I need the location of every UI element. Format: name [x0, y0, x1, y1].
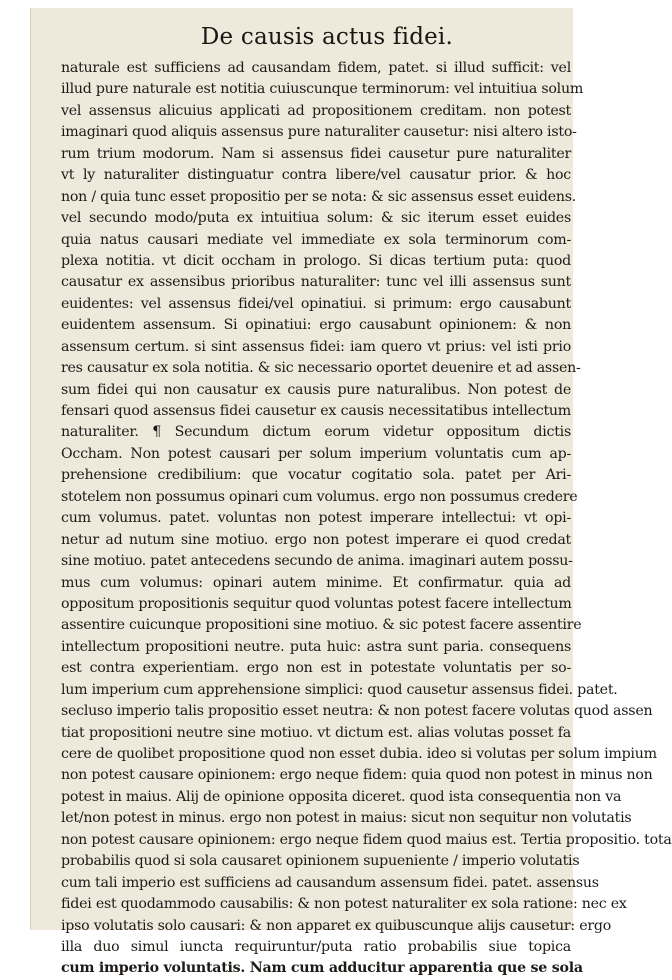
text-line: assentire cuicunque propositioni sine motiuo. & sic potest facere assentire	[61, 617, 582, 634]
text-line: quia natus causari mediate vel immediate ex sola terminorum com-	[61, 231, 571, 248]
text-line: cum imperio voluntatis. Nam cum adducitur apparentia que se sola	[61, 960, 583, 977]
text-line: naturaliter. ¶ Secundum dictum eorum videtur oppositum dictis	[61, 424, 571, 441]
text-line: intellectum propositioni neutre. puta huic: astra sunt paria. consequens	[61, 638, 571, 655]
text-line: mus cum volumus: opinari autem minime. Et confirmatur. quia ad	[61, 574, 571, 591]
text-line: illud pure naturale est notitia cuiuscunque terminorum: vel intuitiua solum	[61, 81, 584, 98]
text-line: ipso volutatis solo causari: & non apparet ex quibuscunque alijs causetur: ergo	[61, 917, 612, 934]
text-line: sine motiuo. patet antecedens secundo de anima. imaginari autem possu-	[61, 553, 573, 570]
text-line: secluso imperio talis propositio esset neutra: & non potest facere volutas quod assen	[61, 703, 653, 720]
text-line: Occham. Non potest causari per solum imperium voluntatis cum ap-	[61, 445, 571, 462]
text-line: stotelem non possumus opinari cum volumus. ergo non possumus credere	[61, 488, 578, 505]
book-page	[30, 8, 672, 977]
text-line: lum imperium cum apprehensione simplici: quod causetur assensus fidei. patet.	[61, 681, 618, 698]
text-line: non potest causare opinionem: ergo neque fidem: quia quod non potest in minus non	[61, 767, 653, 784]
text-line: oppositum propositionis sequitur quod voluntas potest facere intellectum	[61, 595, 572, 612]
running-head: De causis actus fidei.	[200, 24, 453, 50]
text-line: vt ly naturaliter distinguatur contra libere/vel causatur prior. & hoc	[61, 167, 571, 184]
text-line: let/non potest in minus. ergo non potest in maius: sicut non sequitur non volutatis	[61, 810, 632, 827]
text-line: naturale est sufficiens ad causandam fidem, patet. si illud sufficit: vel	[61, 60, 571, 76]
text-line: netur ad nutum sine motiuo. ergo non potest imperare ei quod credat	[61, 531, 571, 548]
text-block	[61, 58, 672, 980]
text-line: euidentes: vel assensus fidei/vel opinatiui. si primum: ergo causabunt	[61, 295, 571, 312]
text-line: cum tali imperio est sufficiens ad causandum assensum fidei. patet. assensus	[61, 874, 599, 891]
text-line: rum trium modorum. Nam si assensus fidei causetur pure naturaliter	[61, 145, 571, 162]
text-line: vel assensus alicuius applicati ad propositionem creditam. non potest	[61, 102, 571, 119]
text-line: imaginari quod aliquis assensus pure naturaliter causetur: nisi altero isto-	[61, 124, 577, 141]
text-line: tiat propositioni neutre sine motiuo. vt dictum est. alias volutas posset fa	[61, 724, 571, 741]
text-line: plexa notitia. vt dicit occham in prologo. Si dicas tertium puta: quod	[61, 252, 571, 269]
text-line: fensari quod assensus fidei causetur ex causis necessitatibus intellectum	[61, 403, 571, 419]
text-line: cere de quolibet propositione quod non esset dubia. ideo si volutas per solum impium	[61, 746, 657, 762]
text-line: sum fidei qui non causatur ex causis pure naturalibus. Non potest de	[61, 381, 571, 398]
text-line: vel secundo modo/puta ex intuitiua solum: & sic iterum esset euides	[61, 210, 571, 227]
text-line: non potest causare opinionem: ergo neque fidem quod maius est. Tertia propositio. tota	[61, 831, 672, 848]
text-line: prehensione credibilium: que vocatur cogitatio sola. patet per Ari-	[61, 467, 571, 484]
text-line: non / quia tunc esset propositio per se nota: & sic assensus esset euidens.	[61, 188, 577, 205]
text-line: illa duo simul iuncta requiruntur/puta ratio probabilis siue topica	[61, 938, 571, 955]
text-line: est contra experientiam. ergo non est in potestate voluntatis per so-	[61, 660, 571, 677]
text-line: res causatur ex sola notitia. & sic necessario oportet deuenire et ad assen-	[61, 360, 581, 377]
text-line: cum volumus. patet. voluntas non potest imperare intellectui: vt opi-	[61, 510, 571, 527]
text-line: probabilis quod si sola causaret opinionem supueniente / imperio volutatis	[61, 853, 580, 870]
text-line: causatur ex assensibus prioribus naturaliter: tunc vel illi assensus sunt	[61, 274, 571, 291]
text-line: fidei est quodammodo causabilis: & non potest naturaliter ex sola ratione: nec ex	[61, 896, 627, 913]
text-line: assensum certum. si sint assensus fidei: iam quero vt prius: vel isti prio	[61, 338, 571, 355]
text-line: euidentem assensum. Si opinatiui: ergo causabunt opinionem: & non	[61, 317, 571, 334]
text-line: potest in maius. Alij de opinione opposita diceret. quod ista consequentia non va	[61, 788, 622, 805]
